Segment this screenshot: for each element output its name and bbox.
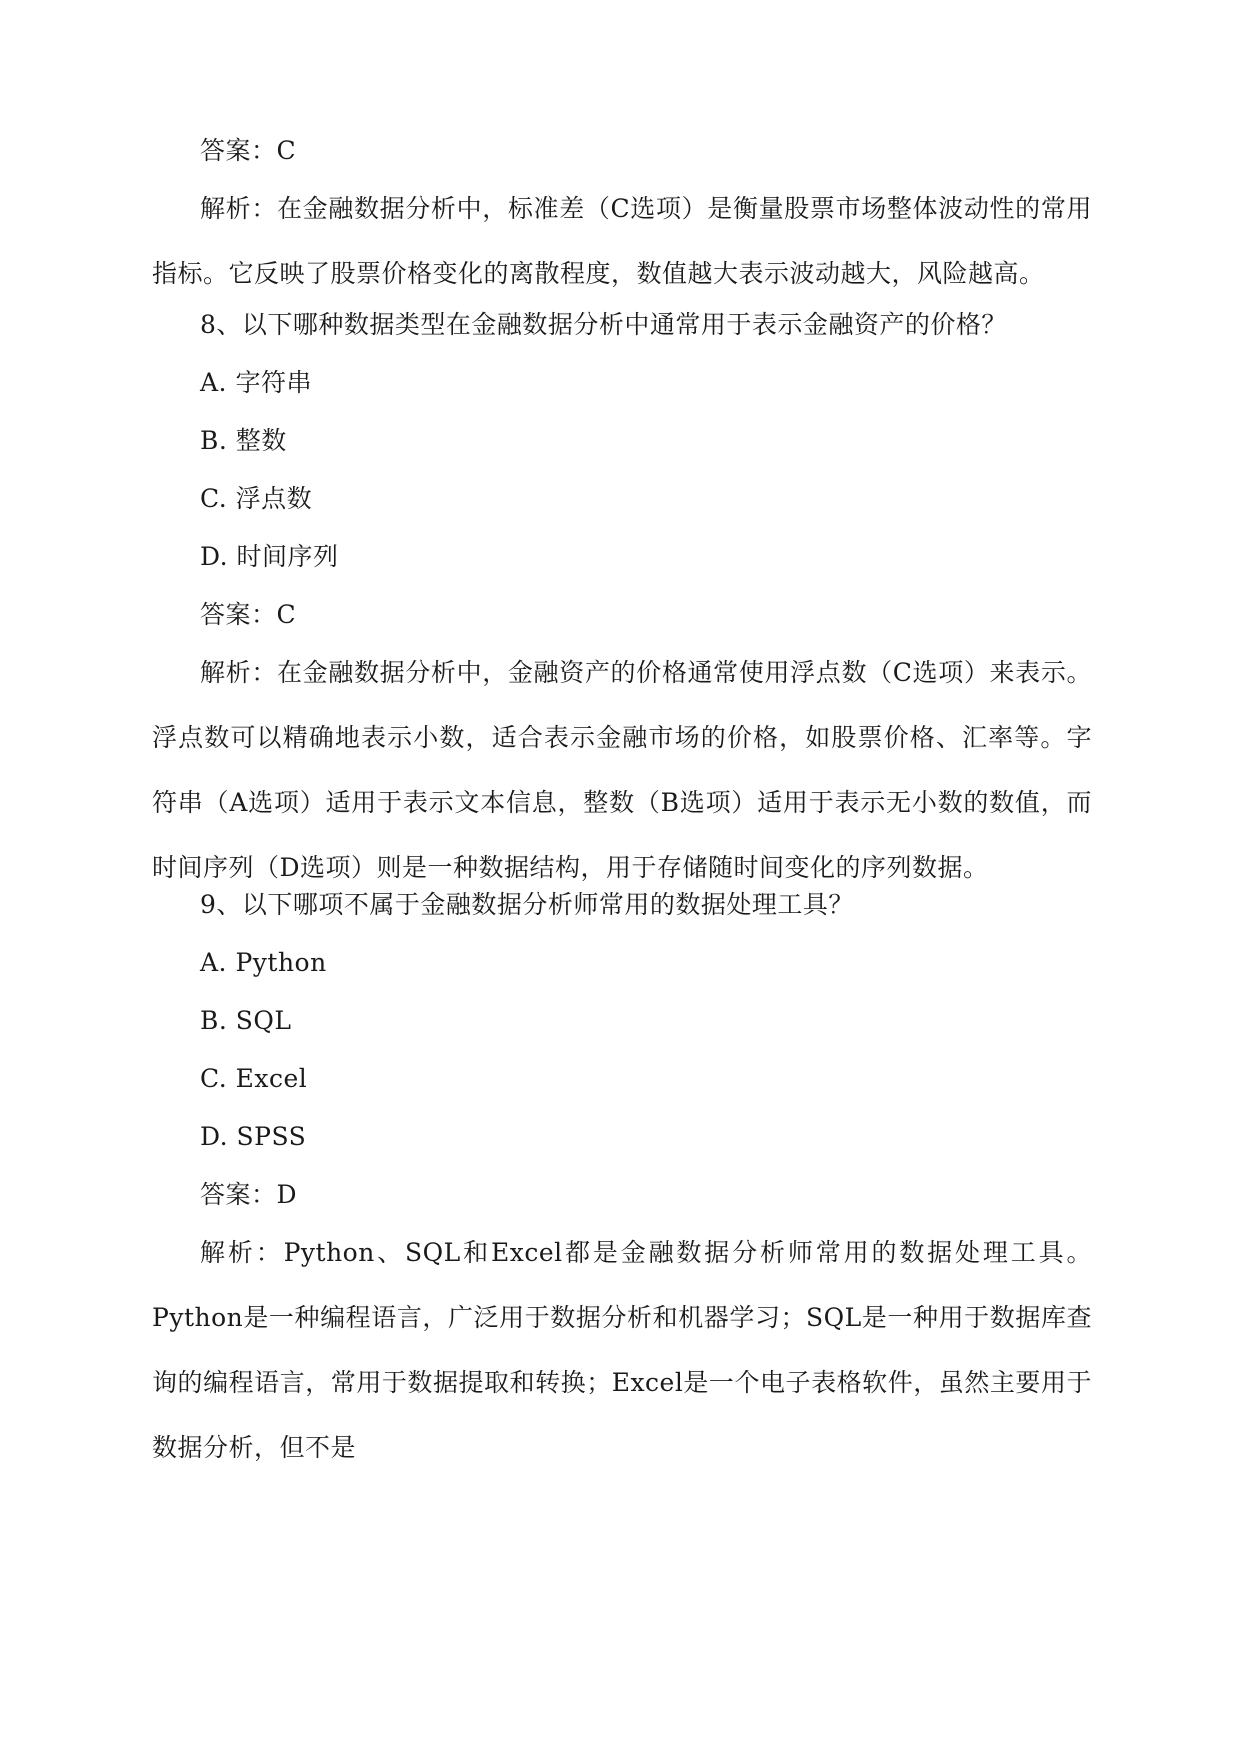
q7-analysis: 解析：在金融数据分析中，标准差（C选项）是衡量股票市场整体波动性的常用指标。它反映了股票价格变化的离散程度，数值越大表示波动越大，风险越高。 (152, 194, 1092, 288)
q8-option-d: D. 时间序列 (200, 542, 339, 571)
q8-option-c: C. 浮点数 (200, 484, 313, 513)
q8-option-b: B. 整数 (200, 426, 287, 455)
q9-answer: 答案：D (200, 1180, 298, 1209)
q9-option-c: C. Excel (200, 1064, 308, 1093)
q7-answer: 答案：C (200, 136, 297, 165)
q9-option-d: D. SPSS (200, 1122, 307, 1151)
q8-answer: 答案：C (200, 600, 297, 629)
q8-analysis: 解析：在金融数据分析中，金融资产的价格通常使用浮点数（C选项）来表示。浮点数可以精确地表示小数，适合表示金融市场的价格，如股票价格、汇率等。字符串（A选项）适用于表示文本信息，整数（B选项）适用于表示无小数的数值，而时间序列（D选项）则是一种数据结构，用于存储随时间变化的序列数据。 (152, 658, 1092, 882)
q9-option-b: B. SQL (200, 1006, 292, 1035)
q9-option-a: A. Python (200, 948, 327, 977)
q8-question: 8、以下哪种数据类型在金融数据分析中通常用于表示金融资产的价格？ (200, 310, 1007, 339)
q9-analysis: 解析：Python、SQL和Excel都是金融数据分析师常用的数据处理工具。Python是一种编程语言，广泛用于数据分析和机器学习；SQL是一种用于数据库查询的编程语言，常用于数据提取和转换；Excel是一个电子表格软件，虽然主要用于数据分析，但不是 (152, 1238, 1092, 1462)
q8-option-a: A. 字符串 (200, 368, 312, 397)
q9-question: 9、以下哪项不属于金融数据分析师常用的数据处理工具？ (200, 890, 854, 919)
